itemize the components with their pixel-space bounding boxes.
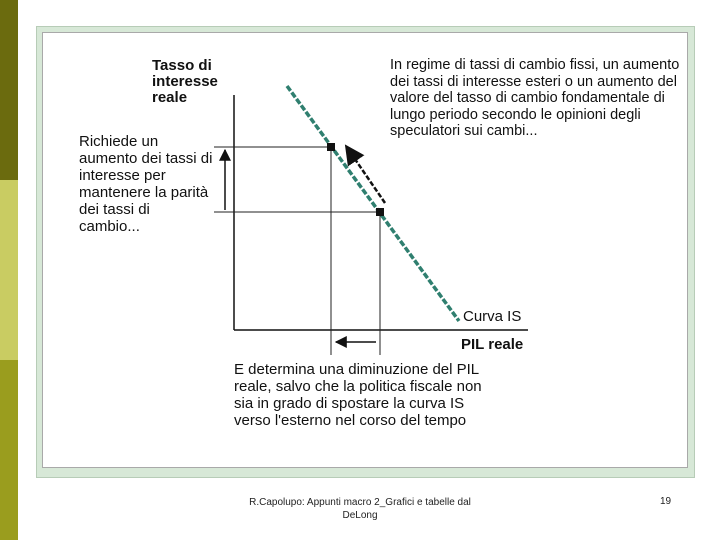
footer-text: R.Capolupo: Appunti macro 2_Grafici e tabelle dal DeLong [249,497,471,521]
point-initial [376,208,384,216]
y-axis-label: Tasso di interesse reale [152,57,218,106]
page-number: 19 [660,496,672,507]
annotation-left: Richiede un aumento dei tassi di interesse per mantenere la parità dei tassi di cambio... [79,133,213,235]
annotation-bottom: E determina una diminuzione del PIL reale, salvo che la politica fiscale non sia in grado di spostare la curva IS verso l'esterno nel corso del tempo [234,361,482,429]
annotation-top-right: In regime di tassi di cambio fissi, un aumento dei tassi di interesse esteri o un aumento del valore del tasso di cambio fondamentale di lungo periodo secondo le opinioni degli speculatori sui cambi... [390,57,680,139]
is-curve-label: Curva IS [463,308,522,325]
point-new [327,143,335,151]
x-axis-label: PIL reale [461,336,524,353]
